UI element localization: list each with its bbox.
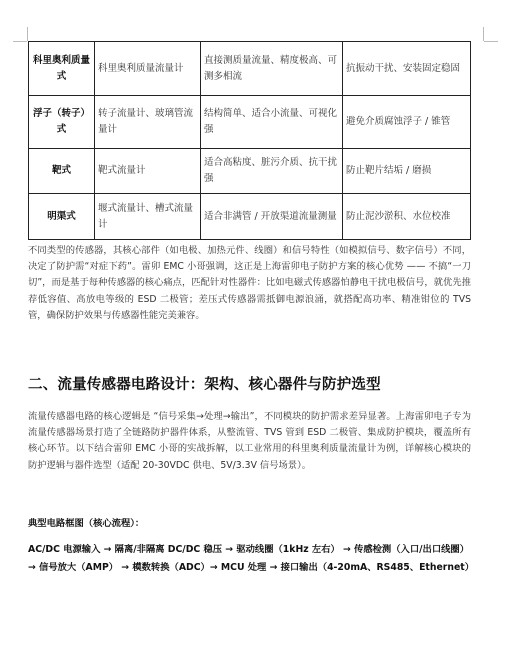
crop-mark-top-left <box>27 27 28 41</box>
section-heading: 二、流量传感器电路设计：架构、核心器件与防护选型 <box>28 377 381 393</box>
table-cell-features: 直接测质量流量、精度极高、可测多相流 <box>201 42 343 96</box>
crop-mark-top-right <box>484 41 498 42</box>
table-row <box>29 149 471 194</box>
table-cell-protection: 防止泥沙淤积、水位校准 <box>343 194 471 240</box>
table-cell-type: 靶式 <box>29 149 95 194</box>
table-row <box>29 42 471 96</box>
circuit-flow-text: AC/DC 电源输入 → 隔离/非隔离 DC/DC 稳压 → 驱动线圈（1kHz 左右） → 传感检测（入口/出口线圈） → 信号放大（AMP） → 模数转换（ADC）→ MCU 处理 → 接口输出（4-20mA、RS485、Ethernet） <box>28 544 475 573</box>
crop-mark-top-left <box>13 41 27 42</box>
table-cell-type: 浮子（转子）式 <box>29 96 95 149</box>
table-cell-instrument: 转子流量计、玻璃管流量计 <box>95 96 201 149</box>
table-cell-features: 适合非满管 / 开放渠道流量测量 <box>201 194 343 240</box>
table-cell-protection: 避免介质腐蚀浮子 / 锥管 <box>343 96 471 149</box>
table-cell-type: 科里奥利质量式 <box>29 42 95 96</box>
diagram-heading: 典型电路框图（核心流程）： <box>28 518 145 529</box>
table-cell-protection: 抗振动干扰、安装固定稳固 <box>343 42 471 96</box>
crop-mark-top-right <box>483 27 484 41</box>
table-cell-features: 适合高粘度、脏污介质、抗干扰强 <box>201 149 343 194</box>
body-paragraph: 不同类型的传感器，其核心部件（如电极、加热元件、线圈）和信号特性（如模拟信号、数字信号）不同，决定了防护需“对症下药”。雷卯 EMC 小哥强调，这正是上海雷卯电子防护方案的核心优势 —— 不搞“一刀切”，而是基于每种传感器的核心痛点，匹配针对性器件：比如电磁式传感器怕静电干扰电极信号，就优先推荐低容值、高放电等级的 ESD 二极管；差压式传感器需抵御电源浪涌，就搭配高功率、精准钳位的 TVS 管，确保防护效果与传感器性能完美兼容。 <box>28 245 471 321</box>
table-cell-instrument: 靶式流量计 <box>95 149 201 194</box>
table-cell-instrument: 堰式流量计、槽式流量计 <box>95 194 201 240</box>
table-cell-type: 明渠式 <box>29 194 95 240</box>
table-cell-instrument: 科里奥利质量流量计 <box>95 42 201 96</box>
body-paragraph: 流量传感器电路的核心逻辑是 “信号采集→处理→输出”，不同模块的防护需求差异显著。上海雷卯电子专为流量传感器场景打造了全链路防护器件体系，从整流管、TVS 管到 ESD 二极管、集成防护模块，覆盖所有核心环节。以下结合雷卯 EMC 小哥的实战拆解，以工业常用的科里奥利质量流量计为例，详解核心模块的防护逻辑与器件选型（适配 20-30VDC 供电、5V/3.3V 信号场景）。 <box>28 411 471 471</box>
table-row <box>29 194 471 240</box>
table-cell-protection: 防止靶片结垢 / 磨损 <box>343 149 471 194</box>
sensor-type-table <box>28 41 471 240</box>
table-row <box>29 96 471 149</box>
table-cell-features: 结构简单、适合小流量、可视化强 <box>201 96 343 149</box>
